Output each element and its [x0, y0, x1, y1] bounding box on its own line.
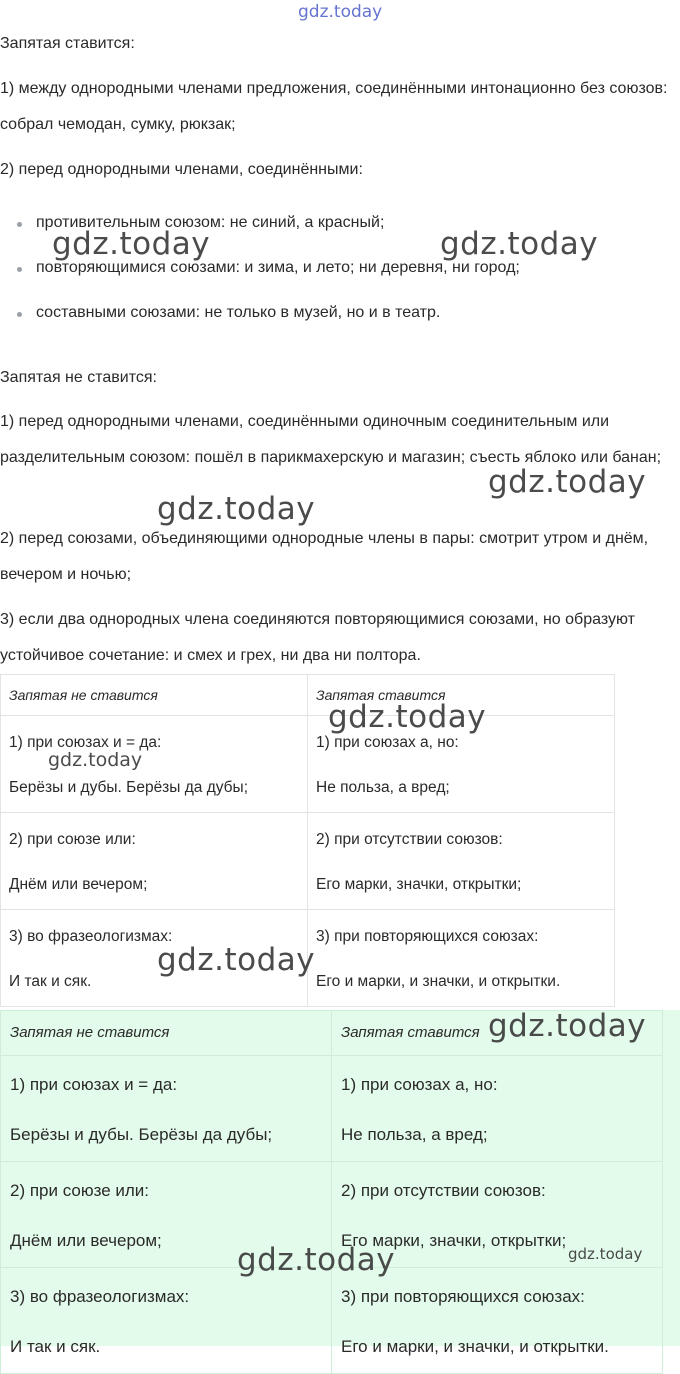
rule-text: 3) при повторяющихся союзах:: [316, 928, 539, 945]
rule-text: 2) при отсутствии союзов:: [341, 1181, 546, 1200]
table-cell: [1, 716, 308, 813]
table-header-comma: Запятая ставится: [332, 1011, 663, 1056]
example-text: И так и сяк.: [9, 973, 92, 990]
comma-not-placed-item-3: 3) если два однородных члена соединяются повторяющимися союзами, но образуют устойчивое сочетание: и смех и грех, ни два ни полтора.: [0, 611, 635, 664]
bullet-item: повторяющимися союзами: и зима, и лето; ни деревня, ни город;: [0, 250, 520, 295]
table-cell: [1, 1056, 332, 1162]
example-text: Днём или вечером;: [9, 876, 148, 893]
watermark: gdz.today: [488, 1008, 647, 1044]
table-cell: [1, 1162, 332, 1268]
table-cell: [308, 813, 615, 910]
watermark: gdz.today: [157, 942, 316, 978]
watermark: gdz.today: [568, 1245, 643, 1263]
comma-not-placed-item-2: 2) перед союзами, объединяющими однородные члены в пары: смотрит утром и днём, вечером и ночью;: [0, 530, 649, 583]
example-text: Не польза, а вред;: [341, 1125, 488, 1144]
table-cell: [332, 1162, 663, 1268]
watermark: gdz.today: [48, 749, 143, 771]
rule-text: 3) во фразеологизмах:: [10, 1287, 190, 1306]
rule-text: 1) при союзах а, но:: [316, 734, 459, 751]
table-header-row: [1, 675, 615, 716]
example-text: Берёзы и дубы. Берёзы да дубы;: [9, 779, 249, 796]
example-text: Его марки, значки, открытки;: [341, 1231, 567, 1250]
comma-placed-item-2: 2) перед однородными членами, соединёнными:: [0, 161, 363, 178]
watermark-top: gdz.today: [298, 2, 383, 22]
watermark: gdz.today: [237, 1242, 396, 1278]
example-text: Днём или вечером;: [10, 1231, 162, 1250]
comma-not-placed-item-1: 1) перед однородными членами, соединёнными одиночным соединительным или разделительным союзом: пошёл в парикмахерскую и магазин; съесть яблоко или банан;: [0, 413, 662, 466]
watermark: gdz.today: [52, 226, 211, 262]
table-header-no-comma: Запятая не ставится: [1, 1011, 332, 1056]
table-cell: [332, 1268, 663, 1374]
comma-placed-bullet-list: [0, 205, 520, 340]
table-row: [1, 1268, 663, 1374]
highlighted-table-container: [0, 1010, 680, 1356]
rule-text: 1) при союзах и = да:: [10, 1075, 178, 1094]
example-text: Его и марки, и значки, и открытки.: [316, 973, 561, 990]
watermark: gdz.today: [440, 226, 599, 262]
rule-text: 2) при отсутствии союзов:: [316, 831, 503, 848]
table-header-comma: Запятая ставится: [308, 675, 615, 716]
table-row: [1, 716, 615, 813]
table-header-row: [1, 1011, 663, 1056]
watermark: gdz.today: [157, 491, 316, 527]
table-row: [1, 910, 615, 1007]
bullet-item: противительным союзом: не синий, а красный;: [0, 205, 520, 250]
table-row: [1, 813, 615, 910]
rule-text: 3) во фразеологизмах:: [9, 928, 173, 945]
table-row: [1, 1162, 663, 1268]
watermark: gdz.today: [488, 464, 647, 500]
rule-text: 3) при повторяющихся союзах:: [341, 1287, 585, 1306]
table-row: [1, 1056, 663, 1162]
example-text: Его и марки, и значки, и открытки.: [341, 1337, 609, 1356]
comma-not-placed-heading: Запятая не ставится:: [0, 369, 157, 386]
rule-text: 2) при союзе или:: [10, 1181, 150, 1200]
watermark: gdz.today: [328, 699, 487, 735]
table-cell: [308, 716, 615, 813]
comma-placed-item-1: 1) между однородными членами предложения, соединёнными интонационно без союзов: собрал чемодан, сумку, рюкзак;: [0, 80, 668, 133]
table-header-no-comma: Запятая не ставится: [1, 675, 308, 716]
bullet-item: составными союзами: не только в музей, но и в театр.: [0, 295, 520, 340]
rule-text: 1) при союзах и = да:: [9, 734, 162, 751]
comparison-table-highlighted: [0, 1010, 663, 1374]
example-text: Берёзы и дубы. Берёзы да дубы;: [10, 1125, 273, 1144]
table-cell: [1, 813, 308, 910]
example-text: И так и сяк.: [10, 1337, 101, 1356]
table-cell: [1, 910, 308, 1007]
example-text: Его марки, значки, открытки;: [316, 876, 522, 893]
comparison-table: [0, 674, 615, 1007]
comma-placed-heading: Запятая ставится:: [0, 35, 135, 52]
rule-text: 1) при союзах а, но:: [341, 1075, 498, 1094]
table-cell: [308, 910, 615, 1007]
example-text: Не польза, а вред;: [316, 779, 450, 796]
table-cell: [1, 1268, 332, 1374]
rule-text: 2) при союзе или:: [9, 831, 136, 848]
table-cell: [332, 1056, 663, 1162]
